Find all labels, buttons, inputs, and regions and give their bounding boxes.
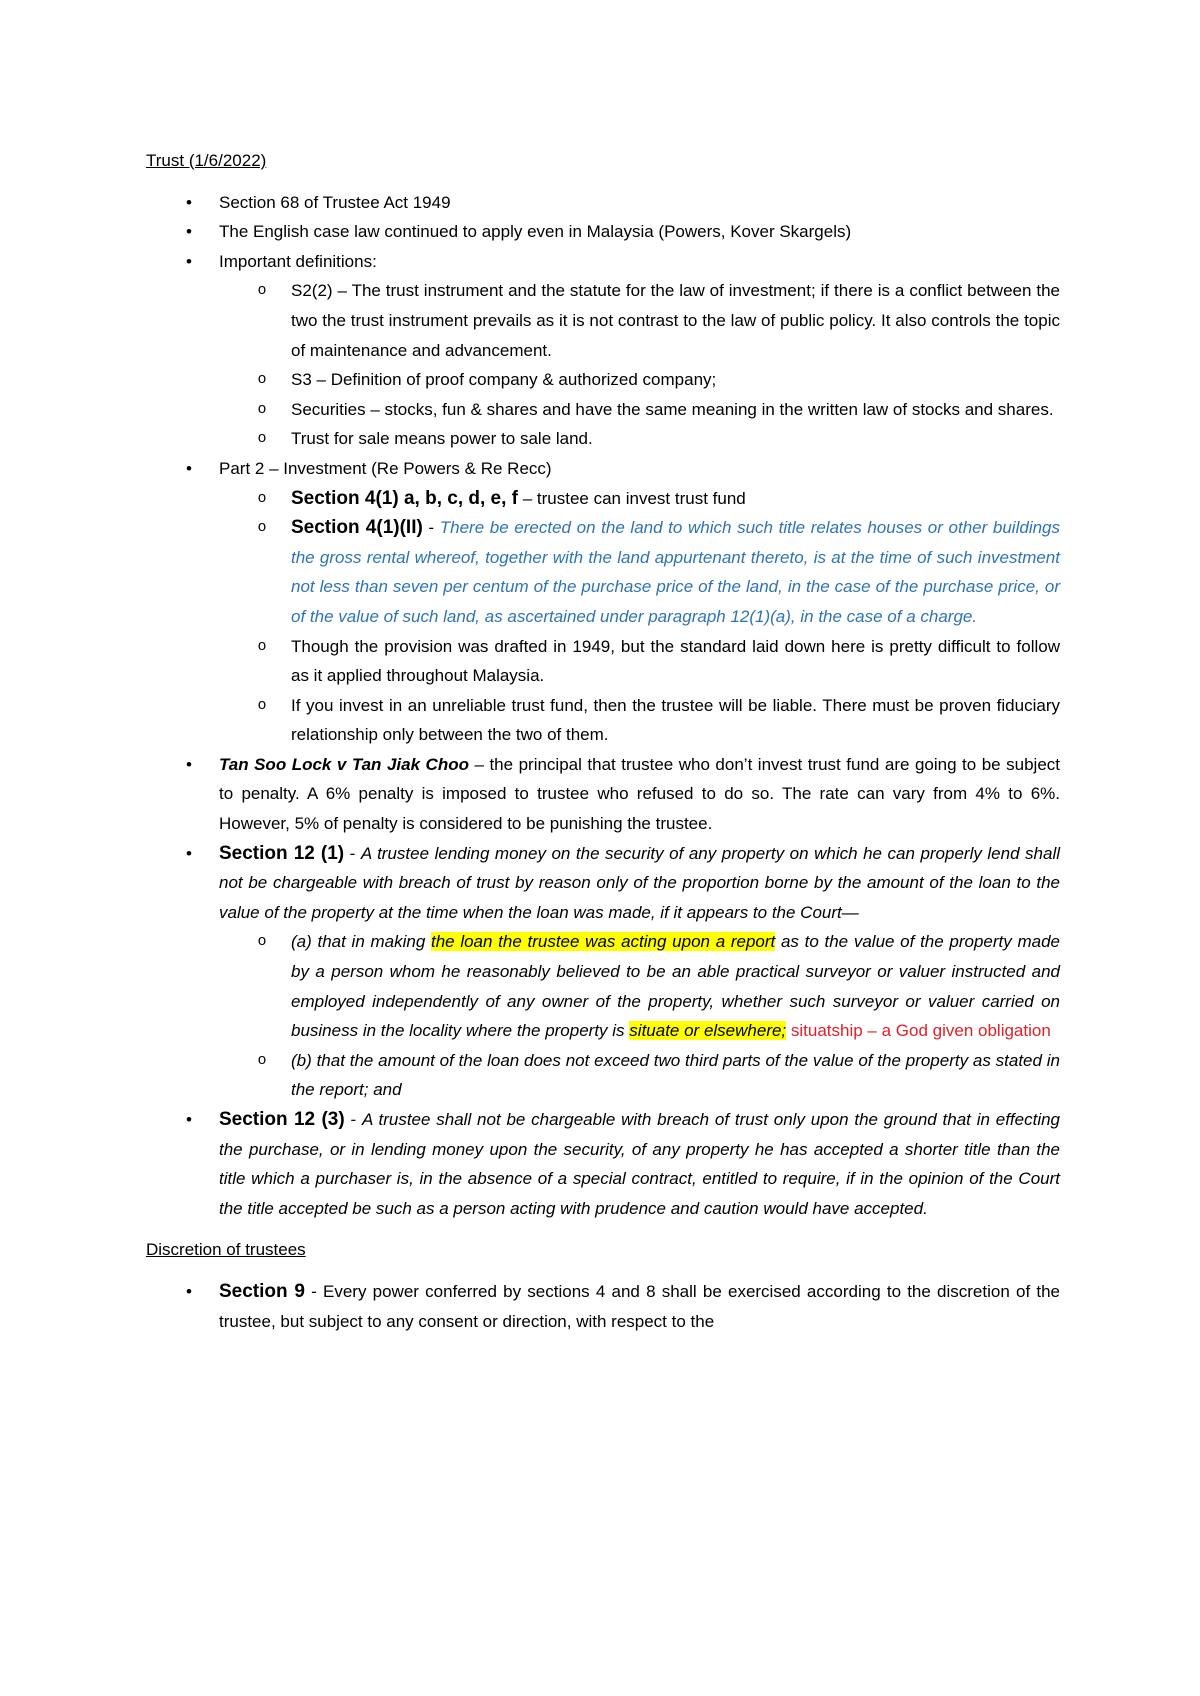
spacer <box>146 1265 1060 1277</box>
bullet-o-icon: o <box>257 696 267 714</box>
section-9-text: - Every power conferred by sections 4 and 8 shall be exercised according to the discretion of the trustee, but subject to any consent or direction, with respect to the <box>219 1281 1060 1331</box>
sub-list-item <box>257 424 1060 454</box>
sub-bullet-list <box>219 276 1060 454</box>
sub-list-item <box>257 484 1060 514</box>
bullet-o-icon: o <box>257 430 267 448</box>
highlighted-text: situate or elsewhere; <box>629 1021 787 1041</box>
bullet-o-icon: o <box>257 282 267 300</box>
item-english-case-law: The English case law continued to apply even in Malaysia (Powers, Kover Skargels) <box>219 222 852 242</box>
quoted-provision: There be erected on the land to which such title relates houses or other buildings the gross rental whereof, together with the land appurtenant thereto, is at the time of such investment not less than seven per centum of the purchase price of the land, in the case of the purchase price, or of the value of such land, as ascertained under paragraph 12(1)(a), in the case of a charge. <box>291 518 1060 626</box>
bullet-o-icon: o <box>257 637 267 655</box>
dash: - <box>344 1110 362 1129</box>
bullet-o-icon: o <box>257 933 267 951</box>
bullet-o-icon: o <box>257 519 267 537</box>
sub-list-item <box>257 927 1060 1045</box>
page-title: Trust (1/6/2022) <box>146 151 267 170</box>
section-label: Section 4(1)(II) <box>291 517 423 539</box>
bullet-icon: • <box>186 192 192 212</box>
item-s3: S3 – Definition of proof company & authorized company; <box>291 370 717 390</box>
text: (a) that in making <box>291 932 431 952</box>
case-text: – the principal that trustee who don’t invest trust fund are going to be subject to penalty. A 6% penalty is imposed to trustee who refused to do so. The rate can vary from 4% to 6%. However, 5% of penalty is considered to be punishing the trustee. <box>219 754 1061 834</box>
spacer <box>146 1223 1060 1235</box>
list-item <box>146 247 1060 454</box>
bullet-icon: • <box>186 251 192 271</box>
list-item <box>146 454 1060 750</box>
section-12-1-text: A trustee lending money on the security of any property on which he can properly lend shall not be chargeable with breach of trust by reason only of the proportion borne by the amount of the loan to the value of the property at the time when the loan was made, if it appears to the Court— <box>219 843 1061 922</box>
spacer <box>146 176 1060 188</box>
text: as to the value of the property made by a person whom he reasonably believed to be an able practical surveyor or valuer instructed and employed independently of any owner of the property, whether such surveyor or valuer carried on business in the locality where the property is <box>291 932 1060 1041</box>
section-text: – trustee can invest trust fund <box>518 488 746 508</box>
item-important-definitions: Important definitions: <box>219 251 377 271</box>
item-section-4-1 <box>291 484 1060 514</box>
bullet-icon: • <box>186 222 192 242</box>
bullet-o-icon: o <box>257 489 267 507</box>
bullet-icon: • <box>186 1281 192 1301</box>
list-item <box>146 839 1060 1105</box>
highlighted-text: the loan the trustee was acting upon a report <box>430 932 776 952</box>
dash: - <box>422 518 440 538</box>
item-12-1-a <box>291 927 1060 1045</box>
main-bullet-list <box>146 188 1060 1224</box>
section-label: Section 9 <box>219 1280 305 1302</box>
sub-list-item <box>257 365 1060 395</box>
item-drafted-1949: Though the provision was drafted in 1949, but the standard laid down here is pretty difficult to follow as it applied throughout Malaysia. <box>291 636 1060 686</box>
list-item <box>146 1105 1060 1223</box>
item-securities: Securities – stocks, fun & shares and have the same meaning in the written law of stocks and shares. <box>291 399 1054 419</box>
sub-list-item <box>257 632 1060 691</box>
sub-list-item <box>257 395 1060 425</box>
sub-list-item <box>257 513 1060 631</box>
list-item <box>146 188 1060 218</box>
sub-bullet-list <box>219 484 1060 750</box>
list-item <box>146 217 1060 247</box>
item-part-2: Part 2 – Investment (Re Powers & Re Recc) <box>219 458 552 478</box>
sub-bullet-list <box>219 927 1060 1105</box>
bullet-icon: • <box>186 754 192 774</box>
section-heading-discretion: Discretion of trustees <box>146 1240 306 1260</box>
document-content <box>146 146 1060 1336</box>
red-note: situatship – a God given obligation <box>786 1021 1051 1041</box>
item-s2-2: S2(2) – The trust instrument and the statute for the law of investment; if there is a conflict between the two the trust instrument prevails as it is not contrast to the law of public policy. It also controls the topic of maintenance and advancement. <box>291 281 1060 360</box>
sub-list-item <box>257 276 1060 365</box>
sub-list-item <box>257 1046 1060 1105</box>
list-item <box>146 750 1060 839</box>
list-item <box>146 1277 1060 1336</box>
dash: - <box>344 843 361 863</box>
bullet-icon: • <box>186 843 192 863</box>
sub-list-item <box>257 691 1060 750</box>
item-trust-for-sale: Trust for sale means power to sale land. <box>291 429 593 449</box>
bullet-o-icon: o <box>257 1051 267 1069</box>
section-label: Section 4(1) a, b, c, d, e, f <box>291 487 518 509</box>
item-unreliable-fund: If you invest in an unreliable trust fund, then the trustee will be liable. There must be proven fiduciary relationship only between the two of them. <box>291 695 1060 745</box>
bullet-o-icon: o <box>257 400 267 418</box>
discretion-bullet-list <box>146 1277 1060 1336</box>
section-12-3-text: A trustee shall not be chargeable with breach of trust only upon the ground that in effecting the purchase, or in lending money upon the security, of any property he has accepted a shorter title than the title which a purchaser is, in the absence of a special contract, entitled to require, if in the opinion of the Court the title accepted be such as a person acting with prudence and caution would have accepted. <box>219 1110 1061 1218</box>
item-12-1-b: (b) that the amount of the loan does not exceed two third parts of the value of the property as stated in the report; and <box>291 1050 1060 1100</box>
case-name: Tan Soo Lock v Tan Jiak Choo <box>219 754 469 774</box>
item-section-68: Section 68 of Trustee Act 1949 <box>219 192 451 212</box>
section-label: Section 12 (3) <box>219 1109 345 1130</box>
bullet-icon: • <box>186 458 192 478</box>
section-label: Section 12 (1) <box>219 842 345 864</box>
bullet-o-icon: o <box>257 371 267 389</box>
bullet-icon: • <box>186 1110 192 1129</box>
item-section-4-1-ii <box>291 513 1060 631</box>
